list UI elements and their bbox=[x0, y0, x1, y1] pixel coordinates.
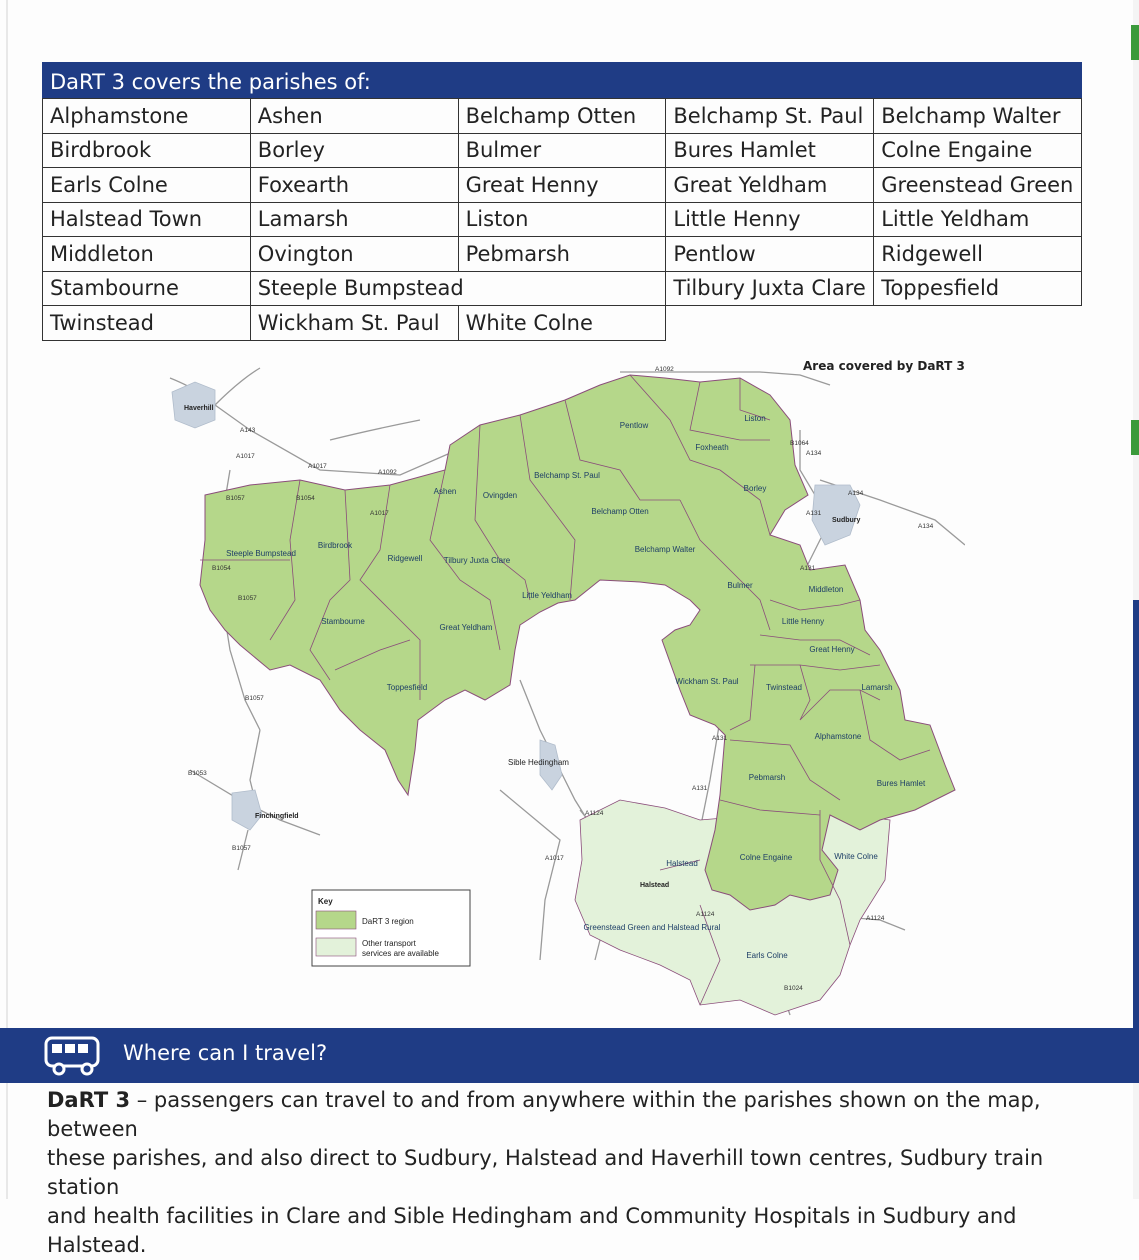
road-label: A131 bbox=[806, 510, 822, 517]
parish-label: Little Henny bbox=[781, 617, 825, 626]
parish-grid bbox=[42, 98, 1082, 341]
town-label: Halstead bbox=[640, 882, 670, 889]
parish-cell: Ashen bbox=[250, 99, 458, 134]
road-label: A1017 bbox=[370, 510, 389, 517]
key-label-other: Other transport bbox=[362, 939, 416, 948]
parish-label: Borley bbox=[743, 484, 767, 493]
parish-label: Twinstead bbox=[765, 683, 803, 692]
parish-cell: Belchamp Walter bbox=[874, 99, 1082, 134]
parish-label: Pentlow bbox=[619, 421, 649, 430]
scan-edge bbox=[6, 0, 8, 1199]
travel-lead: DaRT 3 bbox=[47, 1088, 131, 1112]
parish-label: Belchamp St. Paul bbox=[534, 471, 600, 480]
parish-label: Halstead bbox=[666, 859, 698, 868]
parish-cell: Bulmer bbox=[458, 133, 666, 168]
parish-table bbox=[42, 62, 1082, 341]
road bbox=[500, 790, 560, 960]
road-label: B1057 bbox=[226, 495, 245, 502]
parish-label: White Colne bbox=[834, 852, 878, 861]
road-label: B1064 bbox=[790, 440, 809, 447]
road-label: B1024 bbox=[784, 985, 803, 992]
dart3-map bbox=[165, 358, 965, 1023]
road-label: A1017 bbox=[236, 453, 255, 460]
parish-cell: Foxearth bbox=[250, 168, 458, 203]
town-label: Haverhill bbox=[184, 405, 214, 412]
parish-label: Bures Hamlet bbox=[876, 779, 926, 788]
parish-label: Toppesfield bbox=[386, 683, 428, 692]
road-label: A1124 bbox=[585, 810, 604, 817]
table-row bbox=[43, 133, 1082, 168]
parish-cell: Ridgewell bbox=[874, 237, 1082, 272]
travel-text: – passengers can travel to and from anywhere within the parishes shown on the map, between bbox=[47, 1088, 1041, 1141]
parish-label: Colne Engaine bbox=[739, 853, 793, 862]
empty-cell bbox=[666, 306, 874, 341]
road-label: A1124 bbox=[696, 911, 715, 918]
parish-cell: Little Yeldham bbox=[874, 202, 1082, 237]
road-label: B1057 bbox=[232, 845, 251, 852]
parish-label: Tilbury Juxta Clare bbox=[443, 556, 511, 565]
table-row bbox=[43, 306, 1082, 341]
road-label: B1057 bbox=[245, 695, 264, 702]
parish-label: Bulmer bbox=[727, 581, 753, 590]
parish-cell: Belchamp St. Paul bbox=[666, 99, 874, 134]
parish-cell: Little Henny bbox=[666, 202, 874, 237]
road-label: A131 bbox=[712, 735, 728, 742]
parish-cell: Bures Hamlet bbox=[666, 133, 874, 168]
parish-label: Middleton bbox=[808, 585, 844, 594]
road bbox=[170, 378, 480, 475]
table-row bbox=[43, 271, 1082, 306]
parish-cell: Tilbury Juxta Clare bbox=[666, 271, 874, 306]
parish-label: Great Yeldham bbox=[439, 623, 493, 632]
road-label: B1054 bbox=[212, 565, 231, 572]
road-label: A1092 bbox=[378, 469, 397, 476]
parish-label: Lamarsh bbox=[861, 683, 893, 692]
road-label: A1017 bbox=[545, 855, 564, 862]
travel-text: and health facilities in Clare and Sible Hedingham and Community Hospitals in Sudbury and Halstead. bbox=[47, 1204, 1017, 1257]
travel-heading: Where can I travel? bbox=[123, 1041, 328, 1065]
parish-cell: Twinstead bbox=[43, 306, 251, 341]
empty-cell bbox=[874, 306, 1082, 341]
parish-cell: Greenstead Green bbox=[874, 168, 1082, 203]
parish-cell: Ovington bbox=[250, 237, 458, 272]
road bbox=[250, 730, 260, 800]
travel-text: these parishes, and also direct to Sudbury, Halstead and Haverhill town centres, Sudbury train station bbox=[47, 1146, 1044, 1199]
parish-label: Great Henny bbox=[809, 645, 855, 654]
road bbox=[330, 420, 420, 440]
parish-cell: Toppesfield bbox=[874, 271, 1082, 306]
parish-cell: Steeple Bumpstead bbox=[250, 271, 666, 306]
map-title: Area covered by DaRT 3 bbox=[803, 359, 965, 373]
parish-cell: Liston bbox=[458, 202, 666, 237]
parish-cell: Colne Engaine bbox=[874, 133, 1082, 168]
road-label: B1054 bbox=[296, 495, 315, 502]
key-swatch-region bbox=[316, 911, 356, 929]
parish-cell: Pebmarsh bbox=[458, 237, 666, 272]
parish-cell: Earls Colne bbox=[43, 168, 251, 203]
parish-label: Pebmarsh bbox=[748, 773, 786, 782]
parish-label: Alphamstone bbox=[814, 732, 862, 741]
town-area-finchingfield bbox=[232, 790, 262, 830]
road-label: A1124 bbox=[866, 915, 885, 922]
parish-label: Belchamp Walter bbox=[634, 545, 696, 554]
page-edge-blue bbox=[1133, 600, 1139, 1030]
road-label: A143 bbox=[240, 427, 256, 434]
parish-label: Ovingden bbox=[482, 491, 518, 500]
road bbox=[215, 368, 260, 405]
parish-cell: Middleton bbox=[43, 237, 251, 272]
parish-cell: White Colne bbox=[458, 306, 666, 341]
road-label: A134 bbox=[848, 490, 864, 497]
parish-label: Earls Colne bbox=[746, 951, 788, 960]
parish-label: Foxheath bbox=[695, 443, 729, 452]
town-label: Finchingfield bbox=[255, 813, 299, 820]
parish-cell: Alphamstone bbox=[43, 99, 251, 134]
road-label: B1057 bbox=[238, 595, 257, 602]
parish-cell: Stambourne bbox=[43, 271, 251, 306]
parish-cell: Great Henny bbox=[458, 168, 666, 203]
parish-cell: Wickham St. Paul bbox=[250, 306, 458, 341]
bus-icon bbox=[44, 1035, 102, 1077]
road-label: A131 bbox=[692, 785, 708, 792]
parish-label: Stambourne bbox=[321, 617, 365, 626]
key-title: Key bbox=[318, 897, 333, 906]
travel-description bbox=[47, 1086, 1097, 1260]
parish-cell: Pentlow bbox=[666, 237, 874, 272]
town-label: Sudbury bbox=[832, 517, 861, 524]
parish-cell: Halstead Town bbox=[43, 202, 251, 237]
key-swatch-other bbox=[316, 938, 356, 956]
road-label: A1017 bbox=[308, 463, 327, 470]
table-row bbox=[43, 202, 1082, 237]
table-row bbox=[43, 237, 1082, 272]
parish-cell: Birdbrook bbox=[43, 133, 251, 168]
key-label-region: DaRT 3 region bbox=[362, 917, 414, 926]
parish-label: Ashen bbox=[433, 487, 457, 496]
road-label: A134 bbox=[806, 450, 822, 457]
parish-cell: Lamarsh bbox=[250, 202, 458, 237]
parish-label: Steeple Bumpstead bbox=[226, 549, 296, 558]
parish-label: Liston bbox=[744, 414, 766, 423]
parish-label: Ridgewell bbox=[387, 554, 423, 563]
road-label: A1092 bbox=[655, 366, 674, 373]
page-edge-green bbox=[1131, 25, 1139, 60]
parish-label: Little Yeldham bbox=[522, 591, 572, 600]
map-key bbox=[312, 890, 470, 966]
table-header: DaRT 3 covers the parishes of: bbox=[42, 62, 1082, 98]
road-label: B1053 bbox=[188, 770, 207, 777]
parish-cell: Great Yeldham bbox=[666, 168, 874, 203]
parish-cell: Belchamp Otten bbox=[458, 99, 666, 134]
parish-label: Birdbrook bbox=[317, 541, 353, 550]
parish-cell: Borley bbox=[250, 133, 458, 168]
page-edge-green bbox=[1131, 420, 1139, 455]
table-row bbox=[43, 168, 1082, 203]
town-label: Sible Hedingham bbox=[508, 758, 569, 767]
table-row bbox=[43, 99, 1082, 134]
road-label: A134 bbox=[918, 523, 934, 530]
road-label: A131 bbox=[800, 565, 816, 572]
parish-label: Wickham St. Paul bbox=[675, 677, 739, 686]
parish-label: Belchamp Otten bbox=[591, 507, 649, 516]
parish-label: Greenstead Green and Halstead Rural bbox=[583, 923, 721, 932]
key-label-other: services are available bbox=[362, 949, 439, 958]
